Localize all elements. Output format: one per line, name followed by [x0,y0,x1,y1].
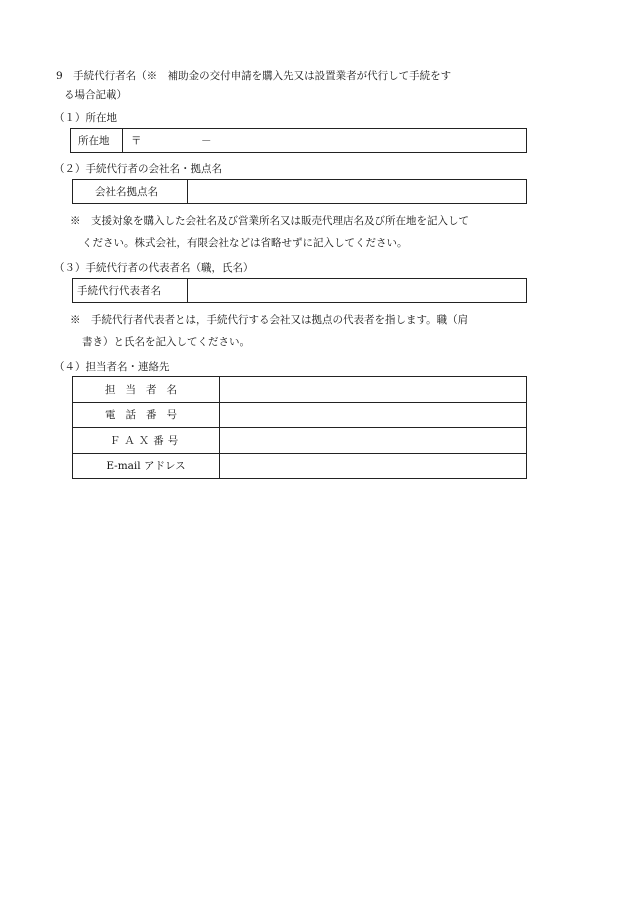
contact-row-fax [73,434,219,448]
contact-row-phone [73,408,219,422]
contact-row-email [73,459,219,473]
postal-mark: 〒 [131,135,142,147]
representative-label: 手続代行代表者名 [77,285,161,297]
sub3-note-line2: 書き）と氏名を記入してください。 [82,336,250,348]
postal-dash: － [201,135,212,147]
company-divider [187,180,188,203]
sub4-heading: （４）担当者名・連絡先 [54,361,170,373]
email-label: E-mail アドレス [106,460,186,472]
section-9-title-line1: 9 手続代行者名（※ 補助金の交付申請を購入先又は設置業者が代行して手続をす [56,70,452,82]
sub3-heading: （３）手続代行者の代表者名（職，氏名） [54,262,254,274]
fax-input[interactable] [223,431,523,450]
contact-row-person [73,383,219,397]
sub2-note-line2: ください。株式会社，有限会社などは省略せずに記入してください。 [82,237,408,249]
representative-table [72,278,527,303]
sub3-note-line1: ※ 手続代行者代表者とは，手続代行する会社又は拠点の代表者を指します。職（肩 [70,314,469,326]
company-input[interactable] [191,182,521,201]
contact-table [72,376,527,479]
fax-label: ＦＡＸ番号 [109,435,183,447]
section-9-title-line2: る場合記載） [64,89,127,101]
sub2-heading: （２）手続代行者の会社名・拠点名 [54,163,222,175]
sub2-note-line1: ※ 支援対象を購入した会社名及び営業所名又は販売代理店名及び所在地を記入して [70,215,469,227]
representative-divider [187,279,188,302]
company-table [72,179,527,204]
phone-input[interactable] [223,405,523,424]
sub1-heading: （１）所在地 [54,112,117,124]
address-table [70,128,527,153]
person-name-label: 担当者名 [105,384,187,396]
address-input[interactable] [221,131,521,150]
company-label: 会社名拠点名 [95,186,158,198]
email-input[interactable] [223,456,523,475]
phone-label: 電話番号 [105,409,187,421]
person-name-input[interactable] [223,380,523,399]
address-divider [122,129,123,152]
representative-input[interactable] [191,281,521,300]
address-label: 所在地 [78,135,110,147]
